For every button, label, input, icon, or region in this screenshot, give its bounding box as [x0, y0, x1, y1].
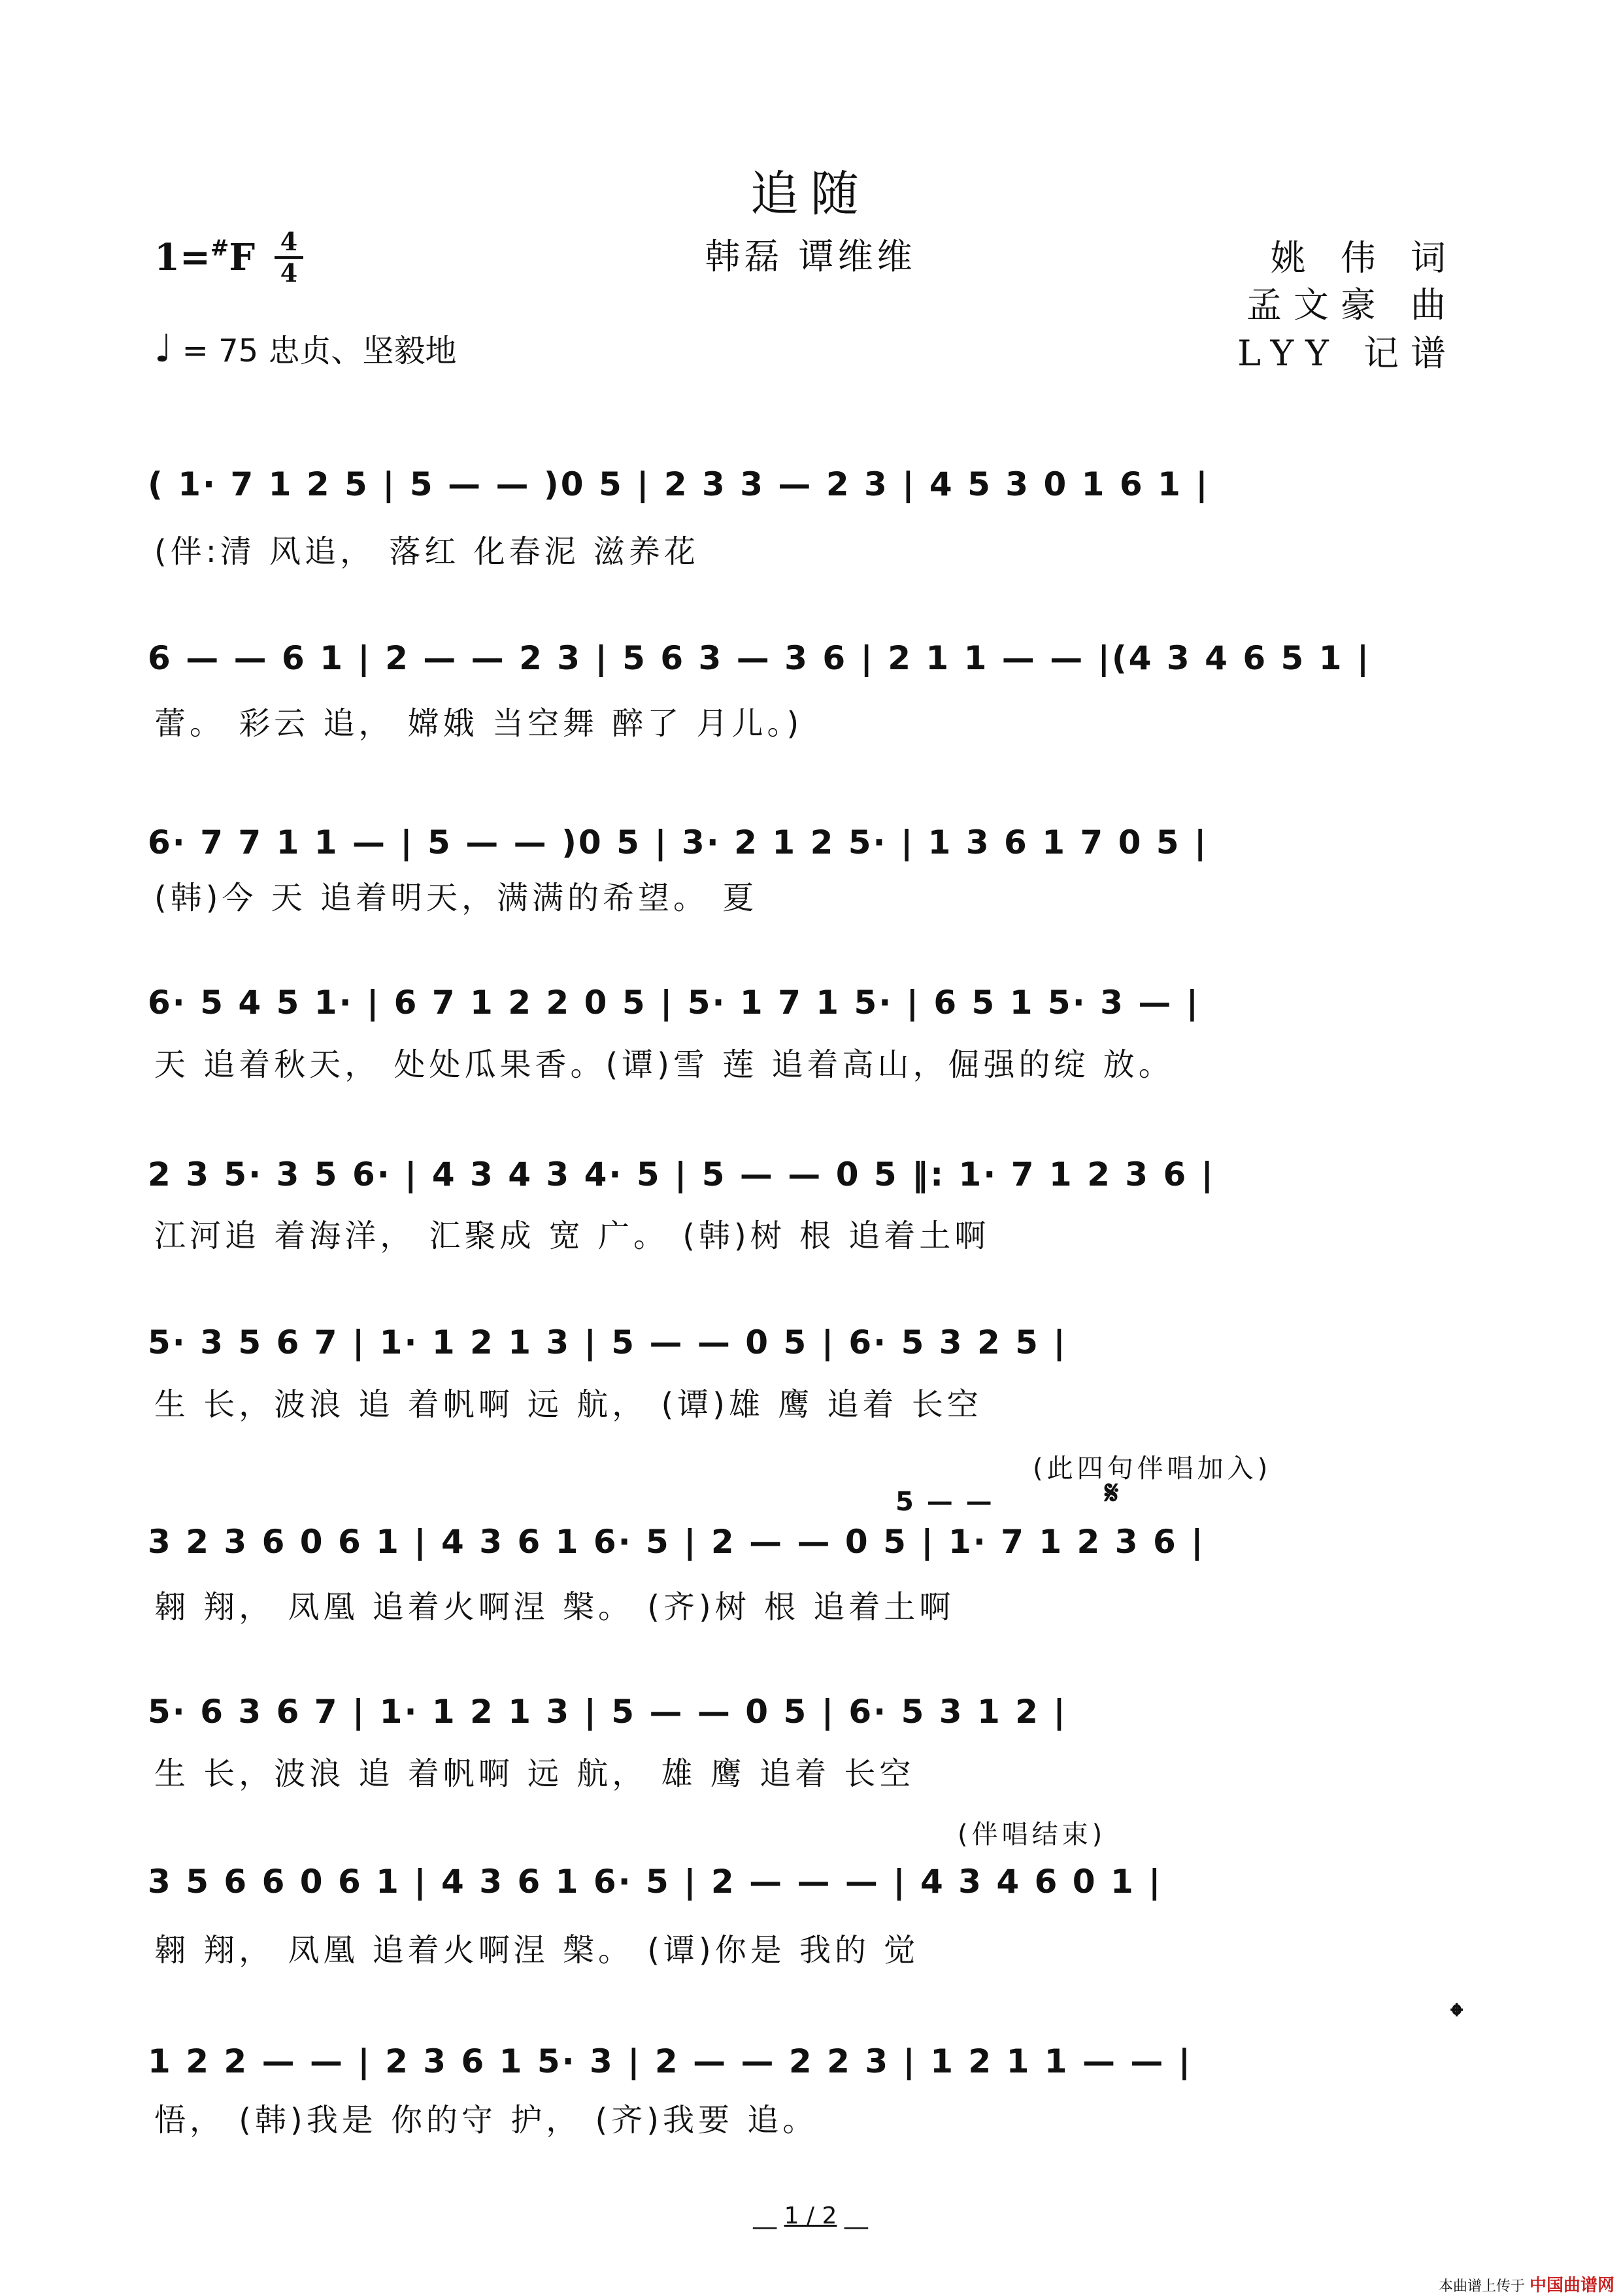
tempo-text: = 75 忠贞、坚毅地: [182, 333, 457, 369]
lyrics-line-1: (伴:清 风追， 落红 化春泥 滋养花: [154, 533, 699, 570]
watermark-brand: 中国曲谱网: [1529, 2276, 1614, 2295]
lyricist-credit: 姚 伟 词: [1270, 237, 1458, 278]
quarter-note-icon: ♩: [154, 326, 173, 371]
lyrics-line-5: 江河追 着海洋， 汇聚成 宽 广。 (韩)树 根 追着土啊: [154, 1218, 990, 1254]
time-signature-bottom: 4: [280, 258, 298, 288]
transcriber-credit: LYY 记谱: [1237, 333, 1458, 374]
lyrics-line-9: 翱 翔， 凤凰 追着火啊涅 槃。 (谭)你是 我的 觉: [154, 1932, 920, 1969]
key-prefix: 1=: [154, 236, 210, 279]
lyrics-line-6: 生 长，波浪 追 着帆啊 远 航， (谭)雄 鹰 追着 长空: [154, 1386, 982, 1423]
notation-line-5: 2 3 5· 3 5 6· | 4 3 4 3 4· 5 | 5 — — 0 5 ‖: 1· 7 1 2 3 6 |: [148, 1156, 1215, 1193]
backing-vocal-note: (此四句伴唱加入): [1033, 1454, 1272, 1484]
lyrics-line-8: 生 长，波浪 追 着帆啊 远 航， 雄 鹰 追着 长空: [154, 1755, 915, 1792]
notation-line-6: 5· 3 5 6 7 | 1· 1 2 1 3 | 5 — — 0 5 | 6· 5 3 2 5 |: [148, 1323, 1067, 1361]
notation-line-1: ( 1· 7 1 2 5 | 5 — — )0 5 | 2 3 3 — 2 3 | 4 5 3 0 1 6 1 |: [148, 465, 1210, 503]
lyrics-line-3: (韩)今 天 追着明天，满满的希望。 夏: [154, 880, 758, 916]
key-note: F: [229, 236, 256, 279]
notation-line-2: 6 — — 6 1 | 2 — — 2 3 | 5 6 3 — 3 6 | 2 1 1 — — |(4 3 4 6 5 1 |: [148, 639, 1371, 677]
time-signature-top: 4: [280, 227, 298, 256]
page-number: __ 1 / 2 __: [753, 2203, 868, 2229]
key-signature: [154, 235, 255, 279]
backing-vocal-end-note: (伴唱结束): [958, 1820, 1107, 1850]
notation-line-7: 3 2 3 6 0 6 1 | 4 3 6 1 6· 5 | 2 — — 0 5 | 1· 7 1 2 3 6 |: [148, 1523, 1205, 1561]
lyrics-line-4: 天 追着秋天， 处处瓜果香。(谭)雪 莲 追着高山，倔强的绽 放。: [154, 1046, 1174, 1083]
song-title: 追随: [750, 166, 871, 222]
notation-line-8: 5· 6 3 6 7 | 1· 1 2 1 3 | 5 — — 0 5 | 6· 5 3 1 2 |: [148, 1693, 1067, 1731]
upper-voice-notes: 5 — —: [895, 1487, 994, 1517]
lyrics-line-2: 蕾。 彩云 追， 嫦娥 当空舞 醉了 月儿。): [154, 705, 803, 742]
notation-line-3: 6· 7 7 1 1 — | 5 — — )0 5 | 3· 2 1 2 5· | 1 3 6 1 7 0 5 |: [148, 824, 1209, 861]
segno-icon: 𝄋: [1105, 1474, 1121, 1512]
watermark-text: 本曲谱上传于: [1438, 2278, 1525, 2295]
time-signature: [275, 229, 303, 286]
tempo-marking: [154, 325, 456, 371]
notation-line-9: 3 5 6 6 0 6 1 | 4 3 6 1 6· 5 | 2 — — — | 4 3 4 6 0 1 |: [148, 1863, 1163, 1901]
coda-icon: 𝄌: [1451, 1997, 1465, 2035]
composer-credit: 孟文豪 曲: [1246, 284, 1458, 325]
page-number-text: 1 / 2: [784, 2203, 837, 2229]
notation-line-4: 6· 5 4 5 1· | 6 7 1 2 2 0 5 | 5· 1 7 1 5· | 6 5 1 5· 3 — |: [148, 984, 1200, 1022]
site-watermark: [1439, 2272, 1614, 2296]
singers: 韩磊 谭维维: [705, 236, 916, 277]
sharp-icon: #: [210, 235, 229, 261]
notation-line-10: 1 2 2 — — | 2 3 6 1 5· 3 | 2 — — 2 2 3 | 1 2 1 1 — — |: [148, 2042, 1193, 2080]
lyrics-line-7: 翱 翔， 凤凰 追着火啊涅 槃。 (齐)树 根 追着土啊: [154, 1589, 955, 1625]
lyrics-line-10: 悟， (韩)我是 你的守 护， (齐)我要 追。: [154, 2102, 818, 2138]
